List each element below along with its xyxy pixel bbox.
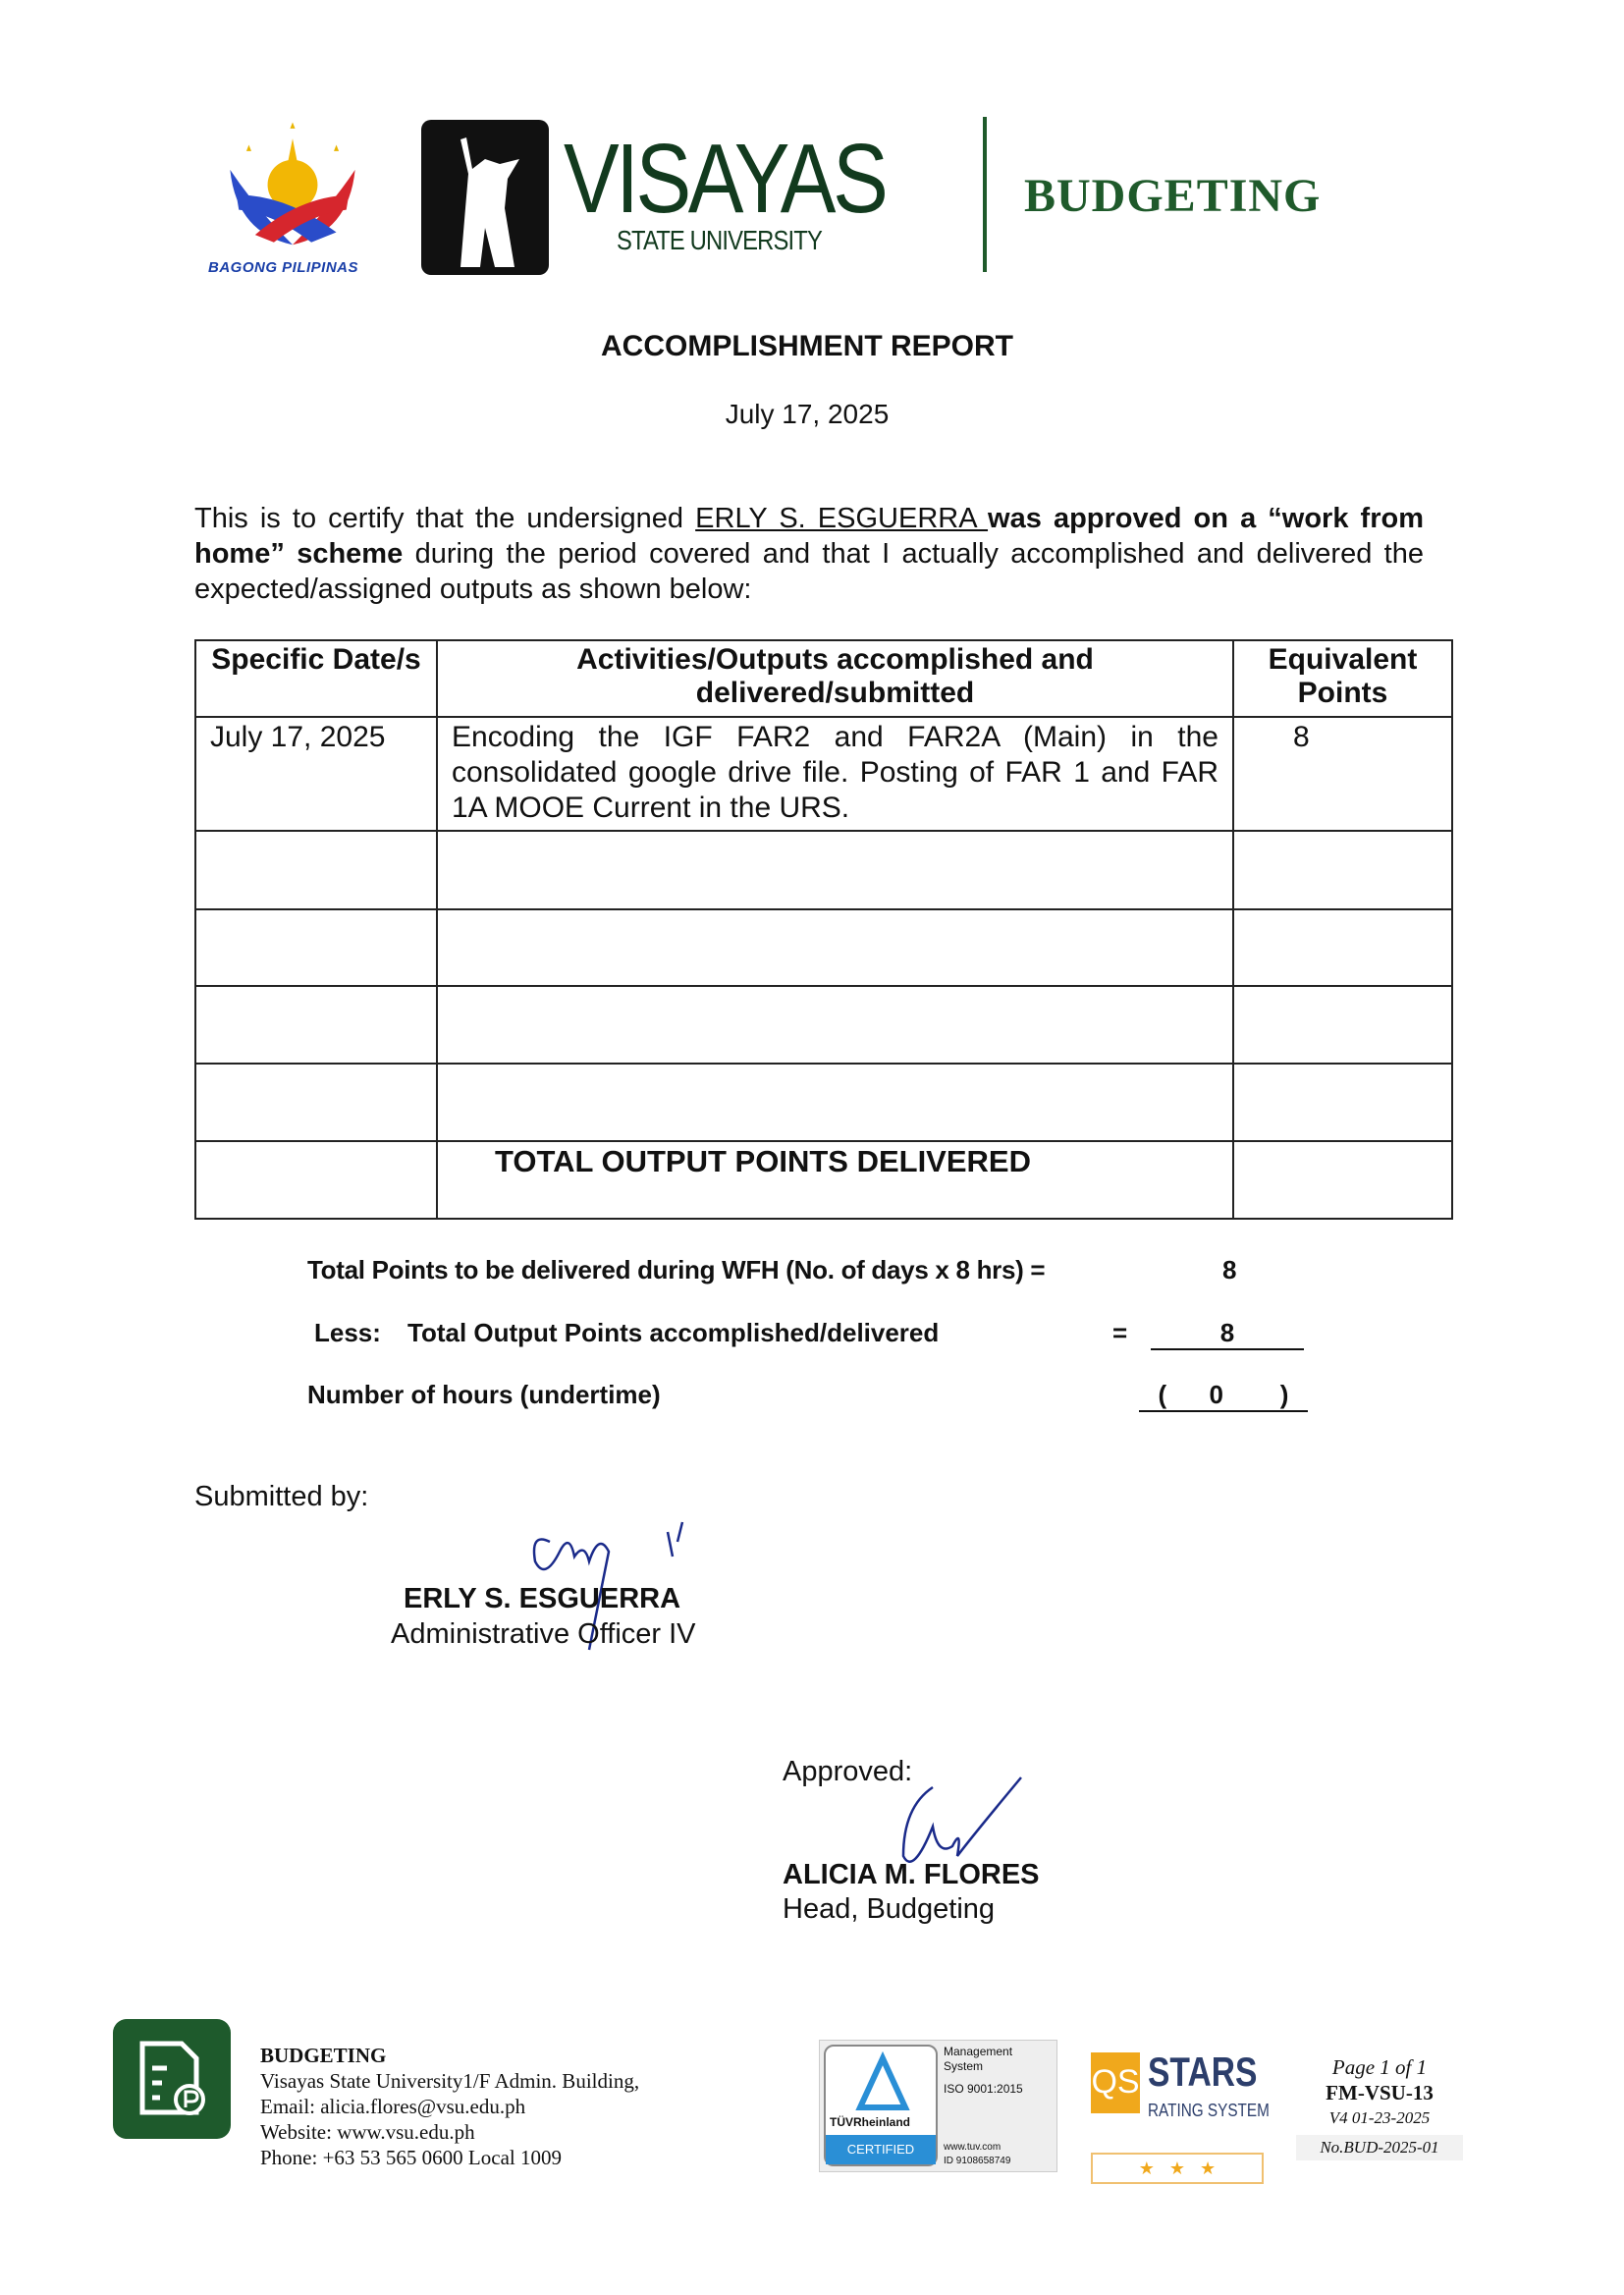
approver-title: Head, Budgeting: [783, 1893, 996, 1925]
tuv-id: ID 9108658749: [944, 2156, 1011, 2166]
tuv-brand: TÜVRheinland: [830, 2115, 911, 2129]
total-points-label: Total Points to be delivered during WFH (No. of days x 8 hrs) =: [307, 1255, 1046, 1284]
vsu-emblem: [421, 120, 549, 275]
university-subtitle: STATE UNIVERSITY: [617, 225, 823, 255]
table-row-empty: [195, 831, 1452, 909]
submitter-name: ERLY S. ESGUERRA: [404, 1583, 681, 1614]
bagong-pilipinas-text: BAGONG PILIPINAS: [208, 259, 359, 276]
form-code: FM-VSU-13: [1326, 2081, 1434, 2104]
document-number: No.BUD-2025-01: [1296, 2135, 1463, 2160]
footer-address: Visayas State University1/F Admin. Building,: [260, 2069, 640, 2093]
star-rating-icon: ★ ★ ★: [1091, 2153, 1264, 2184]
footer-office: BUDGETING: [260, 2044, 387, 2067]
torch-bearer-icon: [421, 120, 549, 275]
table-header-row: [195, 640, 1452, 717]
undertime-value: ( 0 ): [1139, 1380, 1308, 1412]
report-title: ACCOMPLISHMENT REPORT: [601, 330, 1013, 362]
form-version: V4 01-23-2025: [1328, 2108, 1431, 2127]
bagong-pilipinas-logo: [212, 120, 373, 257]
approved-label: Approved:: [783, 1756, 913, 1787]
para-text: during the period covered and that I actually accomplished and delivered the expected/assigned outputs as shown below:: [194, 538, 1424, 605]
output-points-value: 8: [1151, 1318, 1304, 1350]
header-date: Specific Date/s: [195, 640, 437, 717]
less-label: Less:: [314, 1318, 381, 1347]
table-row-empty: [195, 909, 1452, 986]
report-date: July 17, 2025: [725, 399, 890, 429]
employee-name: ERLY S. ESGUERRA: [695, 503, 989, 534]
header-activities: Activities/Outputs accomplished and delivered/submitted: [437, 640, 1233, 717]
tuv-certification-badge: [819, 2040, 1057, 2172]
footer-contact: [260, 2043, 639, 2170]
header-points: Equivalent Points: [1233, 640, 1452, 717]
page-number: Page 1 of 1: [1331, 2055, 1428, 2079]
document-control-info: [1296, 2054, 1463, 2160]
para-text: This is to certify that the undersigned: [194, 503, 696, 534]
output-points-label: Total Output Points accomplished/delivered: [407, 1318, 940, 1347]
header-divider: [983, 117, 987, 272]
total-points-value: 8: [1222, 1255, 1237, 1284]
row-date: July 17, 2025: [195, 717, 437, 831]
qs-logo: QS: [1091, 2052, 1140, 2113]
approver-name: ALICIA M. FLORES: [783, 1859, 1040, 1890]
budget-document-icon: [113, 2019, 231, 2139]
qs-rating: RATING SYSTEM: [1148, 2101, 1270, 2120]
university-name: VISAYAS: [564, 124, 886, 234]
footer-phone: Phone: +63 53 565 0600 Local 1009: [260, 2146, 562, 2169]
footer-email: Email: alicia.flores@vsu.edu.ph: [260, 2095, 526, 2118]
row-points: 8: [1233, 717, 1452, 831]
submitted-by-label: Submitted by:: [194, 1481, 369, 1512]
table-row-empty: [195, 986, 1452, 1064]
accomplishment-table: [194, 639, 1453, 1220]
table-row-empty: [195, 1064, 1452, 1141]
equals-sign: =: [1112, 1318, 1128, 1347]
tuv-iso: ISO 9001:2015: [944, 2082, 1023, 2096]
total-label: TOTAL OUTPUT POINTS DELIVERED: [437, 1141, 1233, 1219]
footer-website: Website: www.vsu.edu.ph: [260, 2120, 475, 2144]
row-activity: Encoding the IGF FAR2 and FAR2A (Main) in the consolidated google drive file. Posting of FAR 1 and FAR 1A MOOE Current in the URS.: [437, 717, 1233, 831]
certification-paragraph: [194, 501, 1424, 607]
tuv-certified: CERTIFIED: [826, 2135, 936, 2164]
tuv-web: www.tuv.com: [944, 2142, 1001, 2153]
table-row: [195, 717, 1452, 831]
tuv-system: Management System: [944, 2045, 1013, 2073]
undertime-label: Number of hours (undertime): [307, 1380, 661, 1409]
qs-stars: STARS: [1148, 2049, 1258, 2095]
tuv-triangle-icon: [858, 2056, 907, 2110]
qs-stars-badge: [1091, 2043, 1270, 2190]
table-total-row: [195, 1141, 1452, 1219]
para-bold: was approved on a “work from home” scheme: [194, 503, 1424, 570]
submitter-title: Administrative Officer IV: [391, 1618, 696, 1650]
department-name: BUDGETING: [1024, 170, 1322, 222]
